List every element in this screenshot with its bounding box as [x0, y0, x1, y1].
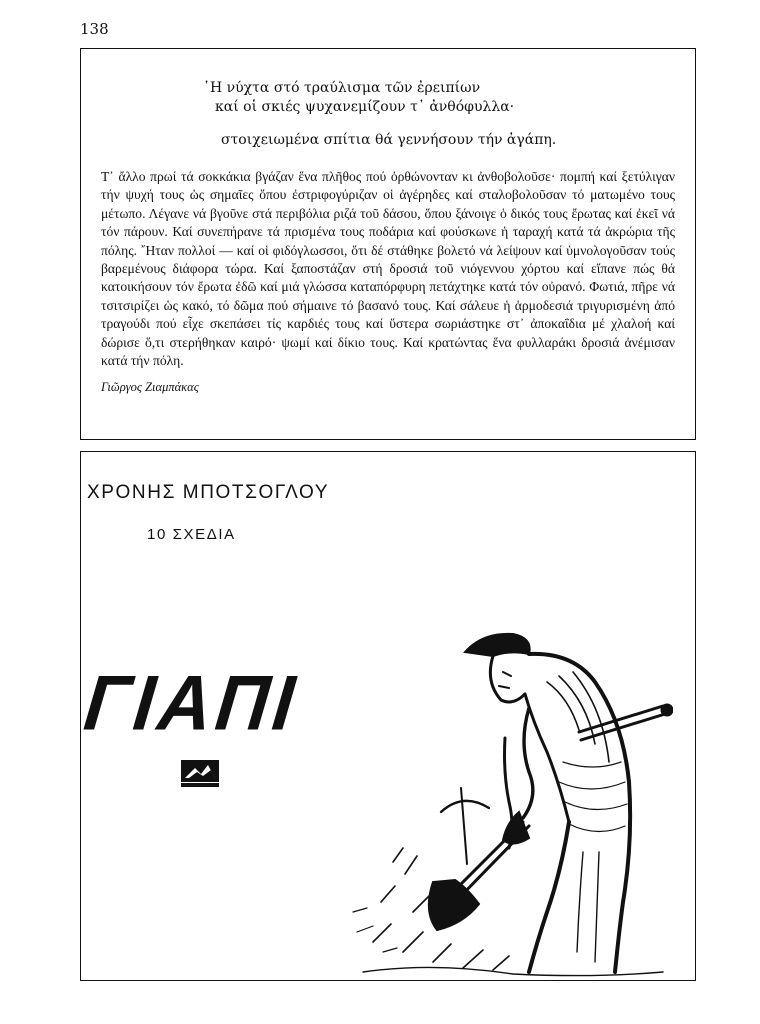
- poem: [203, 79, 675, 150]
- book-title: ΓΙΑΠΙ: [80, 658, 303, 747]
- book-author: ΧΡΟΝΗΣ ΜΠΟΤΣΟΓΛΟΥ: [87, 482, 330, 503]
- book-advertisement: [80, 451, 696, 981]
- poem-line-3: στοιχειωμένα σπίτια θά γεννήσουν τήν ἀγάπη.: [221, 132, 557, 148]
- author-signature: Γιῶργος Ζιαμπάκας: [101, 380, 199, 395]
- prose-paragraph: Τ᾿ ἄλλο πρωί τά σοκκάκια βγάζαν ἕνα πλῆθος πού ὀρθώνονταν κι ἀνθοβολοῦσε· πομπή καί ξετύλιγαν τήν ψυχή τους ὡς σημαῖες ὅπου ἐστριφογύριζαν οἱ ἀγέρηδες καί σταλοβολοῦσαν τό ματωμένο τους μέτωπο. Λέγανε νά βγοῦνε στά περιβόλια ριζά τοῦ δάσου, ὅπου ξάνοιγε ὁ δικός τους ἔρωτας καί ἐκεῖ νά τόν πάρουν. Καί συνεπήρανε τά πρισμένα τους ποδάρια καί φούσκωνε ἡ ταραχή κατά τά ἀκρώρια τῆς πόλης. ῎Ηταν πολλοί — καί οἱ φιδόγλωσσοι, ὅτι δέ στάθηκε βολετό νά λείψουν καί ὑμνολογοῦσαν τούς βαρεμένους διάφορα τώρα. Καί ξαποστάζαν στή δροσιά τοῦ νιόγεννου χόρτου καί εἴπανε πώς θά κατοικήσουν τόν ἔρωτα ἐδῶ καί μιά γλώσσα καταπόρφυρη πετάχτηκε κατά τόν οὐρανό. Φωτιά, πῆρε νά τσιτσιρίζει ὡς κακό, τό δῶμα πού σήμαινε τό βασανό τους. Καί σάλευε ἡ ἁρμοδεσιά τριγυρισμένη ἀπό τραγούδι πού εἶχε σκεπάσει τίς καρδιές τους καί ὕστερα σωριάστηκε στ᾿ ἀποκαΐδια μέ χλαλοή καί δώρισε ὅ,τι στερήθηκαν καιρό· ψωμί καί δίκιο τους. Καί κρατώντας ἕνα φυλλαράκι δροσιά ἀνέμισαν κατά τήν πόλη.: [101, 169, 675, 369]
- publisher-logo-icon: [181, 760, 219, 788]
- poem-line-1: ῾Η νύχτα στό τραύλισμα τῶν ἐρειπίων: [203, 80, 481, 96]
- page-number: 138: [80, 20, 109, 38]
- worker-with-shovel-illustration: [333, 612, 673, 980]
- poem-frame: [80, 48, 696, 440]
- poem-line-2: καί οἱ σκιές ψυχανεμίζουν τ᾿ ἀνθόφυλλα·: [215, 99, 515, 115]
- book-subtitle: 10 ΣΧΕΔΙΑ: [147, 526, 236, 543]
